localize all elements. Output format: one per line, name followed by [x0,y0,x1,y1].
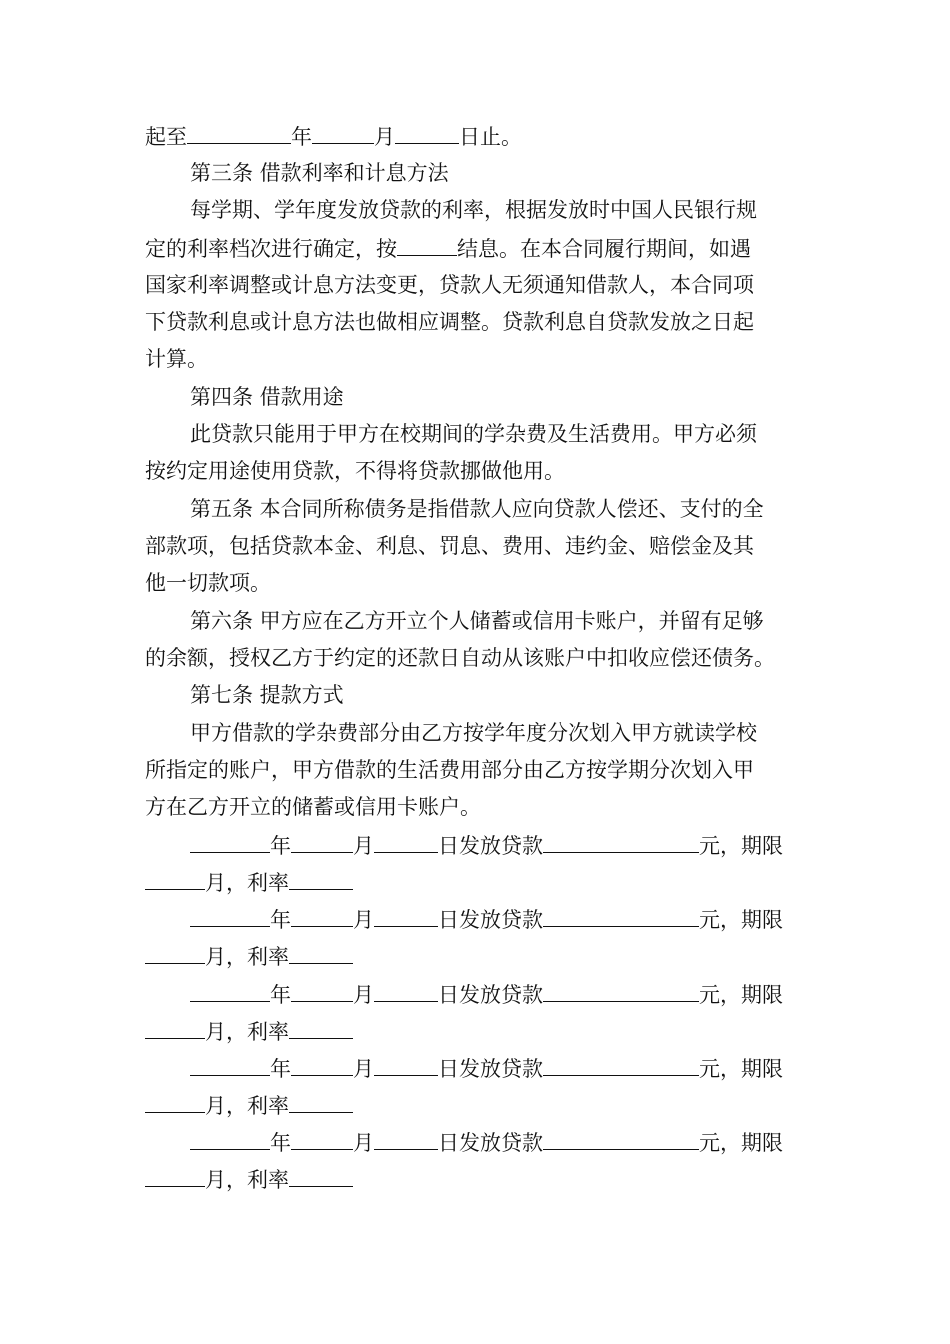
month-label: 月 [374,125,395,149]
disbursement-term-line: 月，利率 [145,868,353,894]
amount-blank[interactable] [543,1054,699,1076]
term-blank[interactable] [145,942,205,964]
term-blank[interactable] [145,868,205,890]
disbursement-line: 年 月 日发放贷款 元，期限 [190,1128,783,1154]
article-6-text-1: 第六条 甲方应在乙方开立个人储蓄或信用卡账户，并留有足够 [190,609,764,633]
year-blank[interactable] [190,980,270,1002]
amount-blank[interactable] [543,980,699,1002]
term-blank[interactable] [145,1017,205,1039]
settlement-method-blank[interactable] [397,234,457,256]
month-blank[interactable] [291,1054,353,1076]
day-blank[interactable] [374,1054,438,1076]
rate-blank[interactable] [289,1091,353,1113]
term-period-line [145,122,522,148]
term-blank[interactable] [145,1091,205,1113]
article-7-text-1: 甲方借款的学杂费部分由乙方按学年度分次划入甲方就读学校 [190,721,757,745]
disbursement-term-line: 月，利率 [145,1165,353,1191]
end-month-blank[interactable] [312,122,374,144]
article-5-text-2: 部款项，包括贷款本金、利息、罚息、费用、违约金、赔偿金及其 [145,534,754,558]
amount-blank[interactable] [543,1128,699,1150]
month-blank[interactable] [291,905,353,927]
month-blank[interactable] [291,831,353,853]
rate-blank[interactable] [289,868,353,890]
end-year-blank[interactable] [187,122,291,144]
article-3-text-1: 每学期、学年度发放贷款的利率，根据发放时中国人民银行规 [190,198,757,222]
year-blank[interactable] [190,1128,270,1150]
article-3-text-2: 定的利率档次进行确定，按 结息。在本合同履行期间，如遇 [145,234,751,260]
month-blank[interactable] [291,980,353,1002]
article-4-text-2: 按约定用途使用贷款，不得将贷款挪做他用。 [145,459,565,483]
disbursement-line: 年 月 日发放贷款 元，期限 [190,980,783,1006]
article-4-text-1: 此贷款只能用于甲方在校期间的学杂费及生活费用。甲方必须 [190,422,757,446]
amount-blank[interactable] [543,831,699,853]
disbursement-term-line: 月，利率 [145,942,353,968]
article-4-title: 第四条 借款用途 [190,385,344,409]
disbursement-line: 年 月 日发放贷款 元，期限 [190,831,783,857]
year-label: 年 [291,125,312,149]
day-blank[interactable] [374,905,438,927]
article-6-text-2: 的余额，授权乙方于约定的还款日自动从该账户中扣收应偿还债务。 [145,646,775,670]
article-5-text-3: 他一切款项。 [145,571,271,595]
end-day-blank[interactable] [395,122,459,144]
article-7-title: 第七条 提款方式 [190,683,344,707]
article-3-text-4: 下贷款利息或计息方法也做相应调整。贷款利息自贷款发放之日起 [145,310,754,334]
day-end-label: 日止。 [459,125,522,149]
term-start-label: 起至 [145,125,187,149]
disbursement-line: 年 月 日发放贷款 元，期限 [190,1054,783,1080]
article-3-text-3: 国家利率调整或计息方法变更，贷款人无须通知借款人，本合同项 [145,273,754,297]
article-3-text-5: 计算。 [145,347,208,371]
article-7-text-3: 方在乙方开立的储蓄或信用卡账户。 [145,795,481,819]
year-blank[interactable] [190,905,270,927]
article-3-title: 第三条 借款利率和计息方法 [190,161,449,185]
amount-blank[interactable] [543,905,699,927]
month-blank[interactable] [291,1128,353,1150]
disbursement-term-line: 月，利率 [145,1091,353,1117]
article-7-text-2: 所指定的账户，甲方借款的生活费用部分由乙方按学期分次划入甲 [145,758,754,782]
term-blank[interactable] [145,1165,205,1187]
disbursement-line: 年 月 日发放贷款 元，期限 [190,905,783,931]
day-blank[interactable] [374,1128,438,1150]
rate-blank[interactable] [289,1165,353,1187]
year-blank[interactable] [190,1054,270,1076]
day-blank[interactable] [374,831,438,853]
rate-blank[interactable] [289,1017,353,1039]
rate-blank[interactable] [289,942,353,964]
article-5-text-1: 第五条 本合同所称债务是指借款人应向贷款人偿还、支付的全 [190,497,764,521]
year-blank[interactable] [190,831,270,853]
disbursement-term-line: 月，利率 [145,1017,353,1043]
day-blank[interactable] [374,980,438,1002]
